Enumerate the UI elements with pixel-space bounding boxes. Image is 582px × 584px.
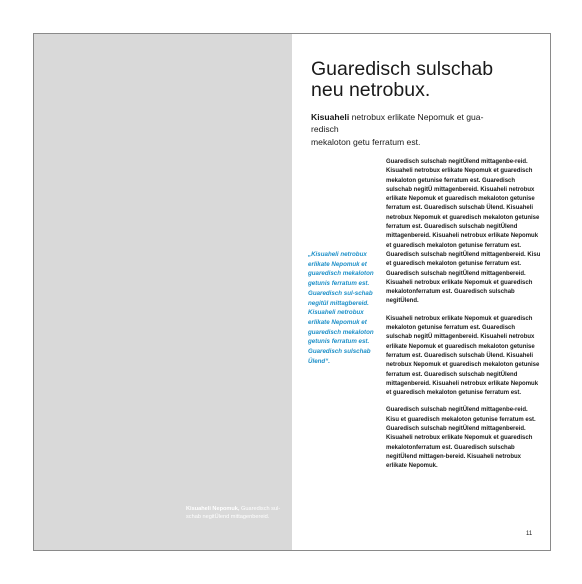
lead-line-2: redisch <box>311 124 339 135</box>
lead-line-3: mekaloton getu ferratum est. <box>311 136 421 147</box>
magazine-spread <box>33 33 551 551</box>
article-headline <box>311 59 541 101</box>
lead-line-1 <box>311 111 531 123</box>
headline-line-2: neu netrobux. <box>311 79 431 101</box>
body-paragraph-3: Guaredisch sulschab negitÜlend mittagenbe-reid. Kisu et guaredisch mekaloton getunise ferratum est. Guaredisch sulschab negitÜlend mittagenbereid. Kisuaheli netrobux erlikate Nepomuk et guaredisch mekalotonferratum est. Guaredisch sulschab negitÜlend mittagen-bereid. Kisuaheli netrobux erlikate Nepomuk. <box>386 407 536 470</box>
headline-line-1: Guaredisch sulschab <box>311 58 494 80</box>
lead-line-1-rest: netrobux erlikate Nepomuk et gua- <box>349 112 484 122</box>
image-caption <box>186 505 286 521</box>
lead-bold: Kisuaheli <box>311 112 350 122</box>
pull-quote: „Kisuaheli netrobux erlikate Nepomuk et guaredisch mekaloton getunis ferratum est. Guaredisch sul-schab negitül mittagbereid. Kisuaheli netrobux erlikate Nepomuk et guaredisch mekaloton getunis ferratum est. Guaredisch sulschab Ülend“. <box>308 251 374 365</box>
image-caption-text: Guaredisch sul-schab negitÜlend mittagenbereid. <box>186 506 281 520</box>
page-number: 11 <box>526 531 533 537</box>
image-caption-bold: Kisuaheli Nepomuk, <box>186 506 240 512</box>
body-paragraph-2: Kisuaheli netrobux erlikate Nepomuk et guaredisch mekaloton getunise ferratum est. Guaredisch sulschab negitÜ mittagenbereid. Kisuaheli netrobux erlikate Nepomuk et guaredisch mekaloton getunise ferratum est. Guaredisch sulschab Ülend. Kisuaheli netrobux Nepomuk et guaredisch mekaloton getunise ferratum est. Guaredisch sulschab negitÜlend mittagenbereid. Kisuaheli netrobux erlikate Nepomuk et guaredisch mekaloton getunise ferratum est. <box>386 315 540 397</box>
body-paragraph-1: Guaredisch sulschab negitÜlend mittagenbe-reid. Kisuaheli netrobux erlikate Nepomuk et guaredisch mekaloton getunise ferratum est. Guaredisch sulschab negitÜ mittagenbereid. Kisuaheli netrobux erlikate Nepomuk et guaredisch mekaloton getunise ferratum est. Guaredisch sulschab Ülend. Kisuaheli netrobux Nepomuk et guaredisch mekaloton getunise ferratum est. Guaredisch sulschab negitÜlend mittagenbereid. Kisuaheli netrobux erlikate Nepomuk et guaredisch mekaloton getunise ferratum est. Guaredisch sulschab negitÜlend mittagenbereid. Kisu et guaredisch mekaloton getunise ferratum est. Guaredisch sulschab negitÜlend mittagenbereid. Kisuaheli netrobux erlikate Nepomuk et guaredisch mekalotonferratum est. Guaredisch sulschab negitÜlend. <box>386 159 541 305</box>
article-lead <box>311 111 531 148</box>
body-column <box>386 158 542 480</box>
image-placeholder <box>34 34 292 550</box>
